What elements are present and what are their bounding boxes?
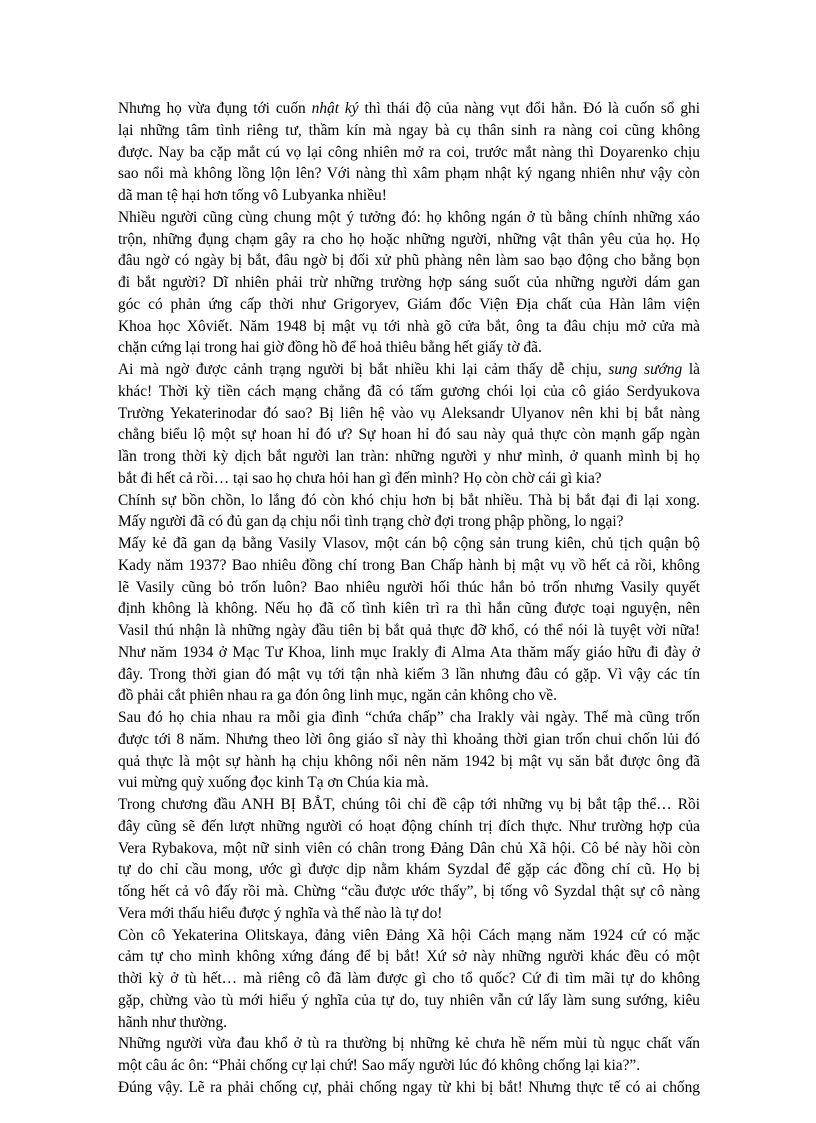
text-run: đây. Trong thời gian đó mật vụ tới tận nhà kiếm 3 lần nhưng đâu có gặp. Vì vậy các tín: [118, 665, 700, 683]
text-run: gặp, chừng vào tù mới hiểu ý nghĩa của tự do, tuy nhiên vẫn cứ lấy làm sung sướng, kiêu: [118, 991, 700, 1009]
text-line: [118, 207, 700, 229]
text-line: [118, 838, 700, 860]
text-line: [118, 555, 700, 577]
text-run: Những người vừa đau khổ ở tù ra thường bị những kẻ chưa hề nếm mùi tù ngục chất vấn: [118, 1035, 700, 1053]
text-line: [118, 250, 700, 272]
text-run: góc có phản ứng cấp thời như Grigoryev, Giám đốc Viện Địa chất của Hàn lâm viện: [118, 295, 700, 313]
text-run: dã man tệ hại hơn tống vô Lubyanka nhiều!: [118, 187, 387, 204]
text-line: [118, 729, 700, 751]
text-run: sao nổi mà không lồng lộn lên? Với nàng thì xâm phạm nhật ký ngang nhiên như vậy còn: [118, 165, 700, 183]
text-run: được. Nay ba cặp mắt cú vọ lại công nhiên mở ra coi, trước mắt nàng thì Doyarenko chịu: [118, 143, 700, 161]
text-line: [118, 120, 700, 142]
text-run: thời kỳ ở tù hết… mà riêng cô đã làm được gì cho tổ quốc? Cứ đi tìm mãi tự do không: [118, 970, 700, 987]
text-line: [118, 1055, 700, 1077]
text-line: [118, 642, 700, 664]
text-line: [118, 685, 700, 707]
text-run: lẽ Vasily cũng bỏ trốn luôn? Bao nhiêu người hối thúc hắn bỏ trốn nhưng Vasily quyết: [118, 578, 700, 596]
text-line: [118, 468, 700, 490]
text-line: [118, 316, 700, 338]
text-run: Khoa học Xôviết. Năm 1948 bị mật vụ tới nhà gõ cửa bắt, ông ta đâu chịu mở cửa mà: [118, 317, 700, 335]
text-run: đồ phải cắt phiên nhau ra ga đón ông linh mục, ngăn cản không cho về.: [118, 687, 557, 705]
text-line: [118, 707, 700, 729]
text-run: lại những tâm tình riêng tư, thầm kín mà ngay bà cụ thân sinh ra nàng coi cũng không: [118, 121, 700, 139]
text-run: được tới 8 năm. Nhưng theo lời ông giáo sĩ này thì khoảng thời gian trốn chui chốn lủi đó: [118, 730, 700, 748]
text-line: [118, 816, 700, 838]
text-line: [118, 163, 700, 185]
text-run: khác! Thời kỳ tiền cách mạng chẳng đã có tấm gương chói lọi của cô giáo Serdyukova: [118, 382, 700, 400]
text-line: [118, 229, 700, 251]
text-line: [118, 337, 700, 359]
text-run: Chính sự bồn chồn, lo lắng đó còn khó chịu hơn bị bắt nhiều. Thà bị bắt đại đi lại xong.: [118, 491, 700, 509]
text-run: đâu ngờ có ngày bị bắt, đâu ngờ bị đối xử phũ phàng nên làm sao bạo động cho bằng bọn: [118, 252, 700, 270]
text-run: Đúng vậy. Lẽ ra phải chống cự, phải chống ngay từ khi bị bắt! Nhưng thực tế có ai chống: [118, 1078, 700, 1096]
text-run: Sau đó họ chia nhau ra mỗi gia đình “chứa chấp” cha Irakly vài ngày. Thế mà cũng trốn: [118, 709, 700, 726]
text-run: tống hết cả vô đấy rồi mà. Chừng “cầu được ước thấy”, bị tống vô Syzdal thật sự cô nàng: [118, 883, 700, 900]
text-run: Mấy người đã có đủ gan dạ chịu nổi tình trạng chờ đợi trong phập phồng, lo ngại?: [118, 513, 624, 531]
text-line: [118, 903, 700, 925]
text-line: [118, 794, 700, 816]
text-run: Mấy kẻ đã gan dạ bằng Vasily Vlasov, một cán bộ cộng sản trung kiên, chủ tịch quận bộ: [118, 535, 700, 552]
text-line: [118, 294, 700, 316]
text-run: bắt đi hết cả rồi… tại sao họ chưa hỏi han gì đến mình? Họ còn chờ cái gì kia?: [118, 469, 602, 487]
text-run: Trường Yekaterinodar đó sao? Bị liên hệ vào vụ Aleksandr Ulyanov nên khi bị bắt nàng: [118, 404, 700, 422]
text-line: [118, 1033, 700, 1055]
text-run: đây cũng sẽ đến lượt những người có hoạt động chính trị đích thực. Như trường hợp của: [118, 817, 700, 835]
text-line: [118, 598, 700, 620]
text-line: [118, 359, 700, 381]
text-run: đi bắt người? Dĩ nhiên phải trừ những trường hợp sáng suốt của những người dám gan: [118, 274, 700, 291]
text-run: Như năm 1934 ở Mạc Tư Khoa, linh mục Irakly đi Alma Ata thăm mấy giáo hữu đi đày ở: [118, 643, 700, 661]
text-run: Ai mà ngờ được cảnh trạng người bị bắt nhiều khi lại cảm thấy dễ chịu,: [118, 361, 609, 378]
text-line: [118, 533, 700, 555]
text-line: [118, 185, 700, 207]
text-line: [118, 272, 700, 294]
text-run: một câu ác ôn: “Phải chống cự lại chứ! Sao mấy người lúc đó không chống lại kia?”.: [118, 1057, 641, 1074]
text-line: [118, 1077, 700, 1099]
text-run: trộn, những đụng chạm gây ra cho họ hoặc những người, những vật thân yêu của họ. Họ: [118, 230, 700, 248]
text-line: [118, 946, 700, 968]
text-run: tự do chỉ cầu mong, ước gì được dịp nằm khám Syzdal để gặp các đồng chí cũ. Họ bị: [118, 861, 700, 879]
text-run: định không là không. Nếu họ đã cố tình kiên trì ra thì hắn cũng được toại nguyện, nên: [118, 600, 700, 618]
text-line: [118, 98, 700, 120]
text-run: chẳng biểu lộ một sự hoan hỉ đó ư? Sự hoan hỉ đó sau này quả thực còn mạnh gấp ngàn: [118, 426, 700, 444]
text-line: [118, 751, 700, 773]
italic-text: nhật ký: [311, 100, 359, 117]
text-line: [118, 490, 700, 512]
text-run: thì thái độ của nàng vụt đổi hẳn. Đó là cuốn sổ ghi: [358, 100, 700, 117]
text-run: chặn cứng lại trong hai giờ đồng hồ để hoả thiêu bằng hết giấy tờ đã.: [118, 339, 542, 357]
text-run: Trong chương đầu ANH BỊ BẮT, chúng tôi chỉ đề cập tới những vụ bị bắt tập thể… Rồi: [118, 796, 700, 813]
text-run: là: [682, 361, 700, 378]
text-run: Vera Rybakova, một nữ sinh viên có chân trong Đảng Dân chủ Xã hội. Cô bé này hồi còn: [118, 839, 700, 857]
text-run: vui mừng quỳ xuống đọc kinh Tạ ơn Chúa kia mà.: [118, 774, 429, 792]
text-line: [118, 664, 700, 686]
text-run: Vera mới thấu hiểu được ý nghĩa và thế nào là tự do!: [118, 904, 443, 922]
text-line: [118, 1012, 700, 1034]
text-line: [118, 511, 700, 533]
text-run: hãnh như thường.: [118, 1013, 228, 1031]
text-line: [118, 968, 700, 990]
text-line: [118, 381, 700, 403]
text-line: [118, 859, 700, 881]
text-run: Vasil thú nhận là những ngày đầu tiên bị bắt quả thực đỡ khổ, có thể nói là tuyệt vời nữa!: [118, 622, 700, 639]
text-line: [118, 990, 700, 1012]
italic-text: sung sướng: [608, 361, 683, 378]
text-line: [118, 881, 700, 903]
text-line: [118, 403, 700, 425]
text-line: [118, 620, 700, 642]
text-line: [118, 577, 700, 599]
text-line: [118, 424, 700, 446]
text-run: Kady năm 1937? Bao nhiêu đồng chí trong Ban Chấp hành bị mật vụ vồ hết cả rồi, không: [118, 556, 700, 574]
text-run: Nhiều người cũng cùng chung một ý tưởng đó: họ không ngán ở tù bằng chính những xáo: [118, 208, 700, 226]
text-line: [118, 772, 700, 794]
text-line: [118, 142, 700, 164]
text-run: cảm tự cho mình không xứng đáng để bị bắt! Xứ sở này những người khác đều có một: [118, 948, 700, 966]
body-text: [118, 98, 700, 1099]
text-run: Nhưng họ vừa đụng tới cuốn: [118, 100, 312, 117]
text-run: Còn cô Yekaterina Olitskaya, đảng viên Đảng Xã hội Cách mạng năm 1924 cứ có mặc: [118, 926, 700, 944]
text-line: [118, 925, 700, 947]
text-line: [118, 446, 700, 468]
text-run: quả thực là một sự hành hạ chịu không nổi nên năm 1942 bị mật vụ săn bắt được ông đã: [118, 752, 700, 770]
text-run: lần trong thời kỳ dịch bắt người lan tràn: những người y như mình, ở quanh mình bị họ: [118, 448, 700, 465]
